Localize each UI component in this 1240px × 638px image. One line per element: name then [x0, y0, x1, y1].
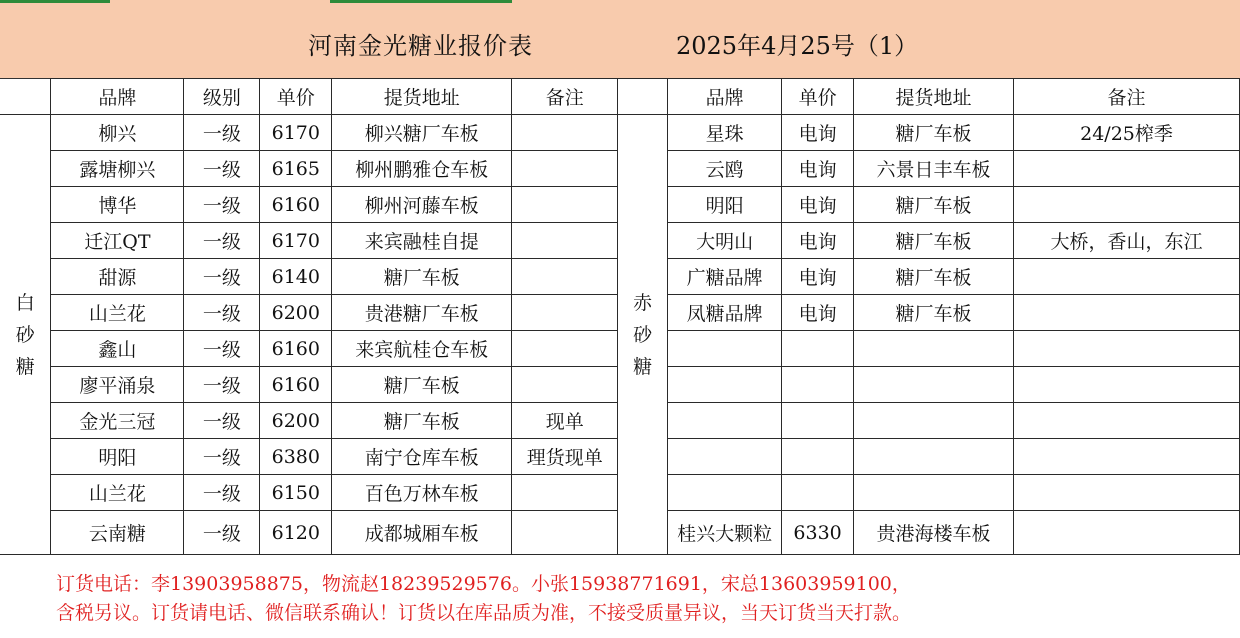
cell: 6160	[260, 187, 332, 223]
blank-cell	[618, 79, 668, 115]
cell	[854, 475, 1014, 511]
cell	[512, 151, 618, 187]
cell: 一级	[184, 439, 260, 475]
cell	[512, 367, 618, 403]
cell: 甜源	[51, 259, 184, 295]
cell	[512, 223, 618, 259]
cell: 一级	[184, 475, 260, 511]
price-table	[0, 78, 1240, 555]
cell: 6150	[260, 475, 332, 511]
cell	[512, 295, 618, 331]
cell	[512, 511, 618, 555]
cell: 糖厂车板	[332, 367, 512, 403]
cell: 明阳	[668, 187, 782, 223]
column-header: 提货地址	[854, 79, 1014, 115]
cell: 一级	[184, 223, 260, 259]
cell: 柳兴糖厂车板	[332, 115, 512, 151]
cell	[512, 475, 618, 511]
cell: 桂兴大颗粒	[668, 511, 782, 555]
cell	[668, 331, 782, 367]
cell: 电询	[782, 151, 854, 187]
cell: 一级	[184, 151, 260, 187]
cell: 云南糖	[51, 511, 184, 555]
terms-line: 含税另议。订货请电话、微信联系确认！订货以在库品质为准，不接受质量异议，当天订货当天打款。	[56, 602, 912, 624]
cell: 露塘柳兴	[51, 151, 184, 187]
page-title: 河南金光糖业报价表	[308, 32, 533, 60]
cell	[1014, 367, 1240, 403]
cell: 糖厂车板	[854, 115, 1014, 151]
cell: 6120	[260, 511, 332, 555]
cell	[1014, 403, 1240, 439]
cell: 6140	[260, 259, 332, 295]
cell: 一级	[184, 115, 260, 151]
cell: 廖平涌泉	[51, 367, 184, 403]
cell	[512, 115, 618, 151]
category-char: 白	[15, 291, 35, 314]
cell	[668, 367, 782, 403]
cell	[1014, 187, 1240, 223]
cell: 6200	[260, 403, 332, 439]
cell	[854, 367, 1014, 403]
table-header-row	[0, 79, 1240, 115]
category-white-sugar	[0, 115, 51, 555]
cell: 6165	[260, 151, 332, 187]
cell: 一级	[184, 187, 260, 223]
cell	[782, 403, 854, 439]
cell: 电询	[782, 223, 854, 259]
cell: 糖厂车板	[854, 259, 1014, 295]
cell: 南宁仓库车板	[332, 439, 512, 475]
contact-line: 订货电话：李13903958875，物流赵18239529576。小张15938771691，宋总13603959100，	[56, 573, 911, 595]
cell: 大明山	[668, 223, 782, 259]
cell: 山兰花	[51, 295, 184, 331]
cell: 云鸥	[668, 151, 782, 187]
cell: 柳兴	[51, 115, 184, 151]
category-char: 砂	[15, 323, 35, 346]
cell: 星珠	[668, 115, 782, 151]
cell: 一级	[184, 295, 260, 331]
column-header: 单价	[260, 79, 332, 115]
cell: 迁江QT	[51, 223, 184, 259]
category-char: 糖	[633, 355, 653, 378]
cell	[1014, 295, 1240, 331]
cell	[854, 439, 1014, 475]
column-header: 品牌	[51, 79, 184, 115]
cell: 柳州河藤车板	[332, 187, 512, 223]
cell: 一级	[184, 331, 260, 367]
cell	[1014, 331, 1240, 367]
cell: 来宾航桂仓车板	[332, 331, 512, 367]
column-header: 级别	[184, 79, 260, 115]
cell: 博华	[51, 187, 184, 223]
cell: 6160	[260, 331, 332, 367]
cell: 现单	[512, 403, 618, 439]
cell	[668, 439, 782, 475]
quote-date: 2025年4月25号（1）	[676, 32, 919, 60]
cell: 一级	[184, 367, 260, 403]
cell	[1014, 151, 1240, 187]
cell: 一级	[184, 259, 260, 295]
cell: 电询	[782, 259, 854, 295]
cell: 糖厂车板	[332, 259, 512, 295]
cell	[512, 187, 618, 223]
cell	[1014, 439, 1240, 475]
column-header: 提货地址	[332, 79, 512, 115]
title-banner	[0, 0, 1240, 79]
cell: 一级	[184, 511, 260, 555]
cell	[1014, 259, 1240, 295]
cell	[512, 331, 618, 367]
cell: 柳州鹏雅仓车板	[332, 151, 512, 187]
cell	[668, 403, 782, 439]
cell	[782, 331, 854, 367]
cell: 糖厂车板	[854, 223, 1014, 259]
cell	[854, 331, 1014, 367]
column-header: 品牌	[668, 79, 782, 115]
category-red-sugar	[618, 115, 668, 555]
cell	[1014, 511, 1240, 555]
cell: 6170	[260, 115, 332, 151]
cell: 百色万林车板	[332, 475, 512, 511]
column-header: 备注	[512, 79, 618, 115]
cell: 明阳	[51, 439, 184, 475]
cell: 24/25榨季	[1014, 115, 1240, 151]
category-char: 赤	[633, 291, 653, 314]
cell: 电询	[782, 115, 854, 151]
sheet-tab-indicator	[330, 0, 512, 3]
cell: 六景日丰车板	[854, 151, 1014, 187]
category-char: 糖	[15, 355, 35, 378]
cell	[1014, 475, 1240, 511]
cell: 糖厂车板	[854, 295, 1014, 331]
cell: 金光三冠	[51, 403, 184, 439]
table-row	[0, 115, 1240, 151]
cell: 电询	[782, 295, 854, 331]
category-char: 砂	[633, 323, 653, 346]
cell: 鑫山	[51, 331, 184, 367]
blank-cell	[0, 79, 51, 115]
cell: 广糖品牌	[668, 259, 782, 295]
cell: 贵港糖厂车板	[332, 295, 512, 331]
cell: 理货现单	[512, 439, 618, 475]
cell: 来宾融桂自提	[332, 223, 512, 259]
cell: 糖厂车板	[332, 403, 512, 439]
column-header: 备注	[1014, 79, 1240, 115]
cell: 凤糖品牌	[668, 295, 782, 331]
cell	[782, 475, 854, 511]
cell: 一级	[184, 403, 260, 439]
cell: 糖厂车板	[854, 187, 1014, 223]
cell	[782, 367, 854, 403]
column-header: 单价	[782, 79, 854, 115]
cell: 大桥，香山，东江	[1014, 223, 1240, 259]
cell: 6330	[782, 511, 854, 555]
cell	[668, 475, 782, 511]
cell: 山兰花	[51, 475, 184, 511]
sheet-tab-indicator	[0, 0, 110, 3]
cell: 6160	[260, 367, 332, 403]
cell: 6380	[260, 439, 332, 475]
cell: 贵港海楼车板	[854, 511, 1014, 555]
cell	[512, 259, 618, 295]
cell: 6200	[260, 295, 332, 331]
cell	[854, 403, 1014, 439]
cell: 电询	[782, 187, 854, 223]
cell: 成都城厢车板	[332, 511, 512, 555]
cell: 6170	[260, 223, 332, 259]
cell	[782, 439, 854, 475]
order-notice	[56, 570, 911, 628]
